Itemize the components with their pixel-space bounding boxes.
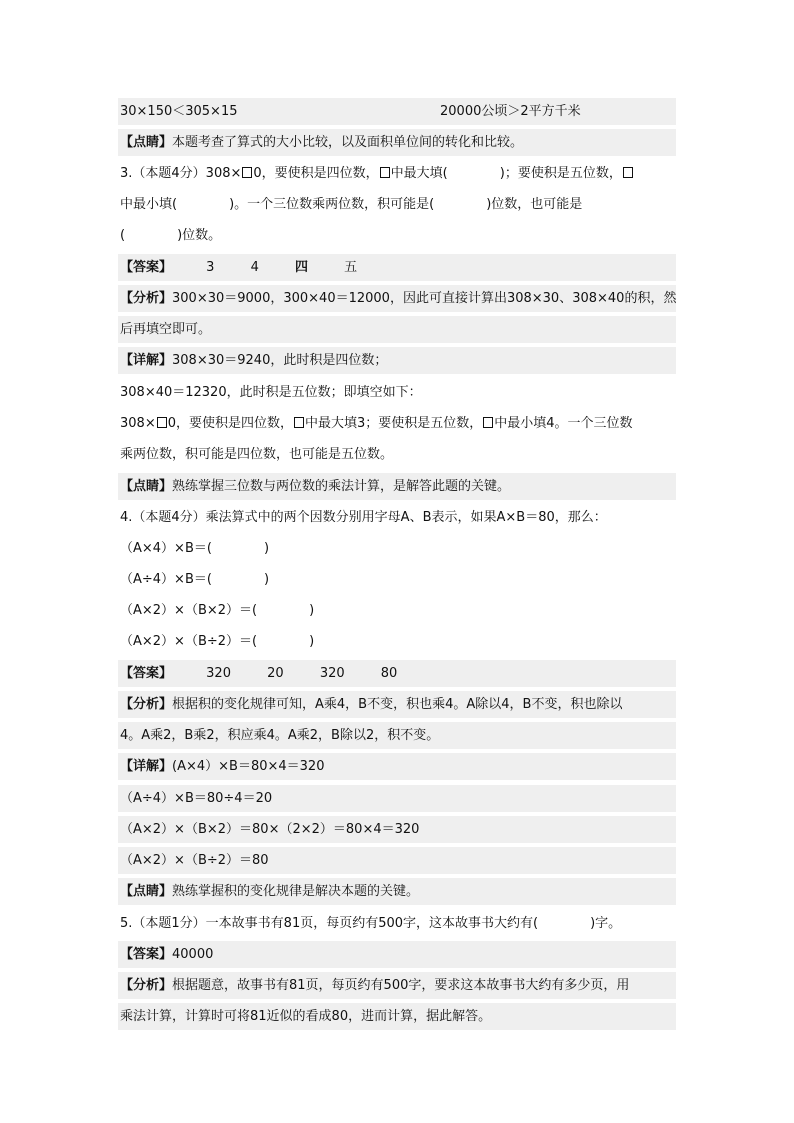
answer-label: 【答案】: [120, 947, 173, 962]
q4-analysis-line-2: [118, 722, 676, 749]
q4-detail-line-4: [118, 847, 676, 874]
detail-text: (A×4）×B＝80×4＝320: [172, 759, 325, 774]
detail-text: （A×2）×（B×2）＝80×（2×2）＝80×4＝320: [120, 822, 420, 837]
detail-text: 0，要使积是四位数，: [167, 416, 293, 431]
answer-value: 320: [319, 666, 345, 681]
detail-text: 乘两位数，积可能是四位数，也可能是五位数。: [120, 447, 394, 462]
q4-answer-line: [118, 660, 676, 687]
q3-text: 中最小填( )。一个三位数乘两位数，积可能是( )位数，也可能是: [120, 197, 583, 212]
detail-text: 308×: [120, 416, 156, 431]
q3-analysis-line-1: [118, 285, 676, 312]
q3-question-line-2: [118, 191, 676, 218]
q4-question-line-3: [118, 566, 676, 593]
analysis-text: 乘法计算，计算时可将81近似的看成80，进而计算，据此解答。: [120, 1009, 492, 1024]
blank-box-icon: [380, 167, 390, 178]
answer-value: 4: [250, 260, 259, 275]
q3-text: 3.（本题4分）308×: [120, 166, 242, 181]
comparison-right: 20000公顷＞2平方千米: [440, 104, 581, 119]
q4-detail-line-1: [118, 753, 676, 780]
answer-value: 3: [206, 260, 215, 275]
blank-box-icon: [483, 417, 493, 428]
analysis-label: 【分析】: [120, 291, 173, 306]
answer-value: 五: [344, 260, 358, 275]
analysis-label: 【分析】: [120, 697, 173, 712]
comparison-left: 30×150＜305×15: [120, 104, 238, 119]
dianjing-label: 【点睛】: [120, 884, 173, 899]
q4-detail-line-3: [118, 816, 676, 843]
answer-value: 80: [380, 666, 398, 681]
q4-question-line-1: [118, 504, 676, 531]
q4-question-line-5: [118, 628, 676, 655]
q3-text: ( )位数。: [120, 228, 222, 243]
q4-dianjing-line: [118, 878, 676, 905]
q5-analysis-line-1: [118, 972, 676, 999]
comparison-answer-line: [118, 98, 676, 125]
q3-detail-line-1: [118, 347, 676, 374]
q3-question-line-1: [118, 160, 676, 187]
blank-box-icon: [294, 417, 304, 428]
dianjing-label: 【点睛】: [120, 135, 173, 150]
q3-detail-line-2: [118, 379, 676, 406]
q4-text: 4.（本题4分）乘法算式中的两个因数分别用字母A、B表示，如果A×B＝80，那么：: [120, 510, 607, 525]
q5-text: 5.（本题1分）一本故事书有81页，每页约有500字，这本故事书大约有( )字。: [120, 916, 622, 931]
detail-text: （A÷4）×B＝80÷4＝20: [120, 791, 273, 806]
detail-text: 中最大填3；要使积是五位数，: [305, 416, 483, 431]
q3-question-line-3: [118, 222, 676, 249]
analysis-text: 4。A乘2，B乘2，积应乘4。A乘2，B除以2，积不变。: [120, 728, 440, 743]
q4-analysis-line-1: [118, 691, 676, 718]
detail-text: （A×2）×（B÷2）＝80: [120, 853, 269, 868]
analysis-label: 【分析】: [120, 978, 173, 993]
blank-box-icon: [623, 167, 633, 178]
detail-label: 【详解】: [120, 759, 173, 774]
answer-value: 40000: [172, 947, 214, 962]
dianjing-label: 【点睛】: [120, 479, 173, 494]
dianjing-text: 本题考查了算式的大小比较，以及面积单位间的转化和比较。: [172, 135, 524, 150]
q3-answer-line: [118, 254, 676, 281]
q3-detail-line-4: [118, 441, 676, 468]
dianjing-text: 熟练掌握积的变化规律是解决本题的关键。: [172, 884, 420, 899]
q3-analysis-line-2: [118, 316, 676, 343]
q3-detail-line-3: [118, 410, 676, 437]
q4-question-line-4: [118, 597, 676, 624]
q5-analysis-line-2: [118, 1003, 676, 1030]
analysis-text: 300×30＝9000，300×40＝12000，因此可直接计算出308×30、308×40的积，然: [172, 291, 677, 306]
q4-text: （A×2）×（B×2）＝( ): [120, 603, 315, 618]
q5-question-line-1: [118, 910, 676, 937]
q4-question-line-2: [118, 535, 676, 562]
answer-value: 20: [267, 666, 284, 681]
answer-value: 四: [295, 260, 309, 275]
answer-label: 【答案】: [120, 260, 173, 275]
analysis-text: 根据题意，故事书有81页，每页约有500字，要求这本故事书大约有多少页，用: [172, 978, 630, 993]
q4-text: （A×2）×（B÷2）＝( ): [120, 634, 315, 649]
analysis-text: 后再填空即可。: [120, 322, 212, 337]
blank-box-icon: [157, 417, 167, 428]
analysis-text: 根据积的变化规律可知，A乘4，B不变，积也乘4。A除以4，B不变，积也除以: [172, 697, 623, 712]
detail-text: 中最小填4。一个三位数: [494, 416, 633, 431]
dianjing-text: 熟练掌握三位数与两位数的乘法计算，是解答此题的关键。: [172, 479, 511, 494]
q3-text: 中最大填( )；要使积是五位数，: [390, 166, 622, 181]
detail-text: 308×40＝12320，此时积是五位数；即填空如下：: [120, 385, 422, 400]
detail-text: 308×30＝9240，此时积是四位数；: [172, 353, 388, 368]
q4-detail-line-2: [118, 785, 676, 812]
q5-answer-line: [118, 941, 676, 968]
q4-text: （A÷4）×B＝( ): [120, 572, 270, 587]
q4-text: （A×4）×B＝( ): [120, 541, 270, 556]
q3-text: 0，要使积是四位数，: [253, 166, 379, 181]
blank-box-icon: [242, 167, 252, 178]
answer-value: 320: [206, 666, 231, 681]
detail-label: 【详解】: [120, 353, 173, 368]
q2-dianjing-line: [118, 129, 676, 156]
answer-label: 【答案】: [120, 666, 173, 681]
q3-dianjing-line: [118, 473, 676, 500]
